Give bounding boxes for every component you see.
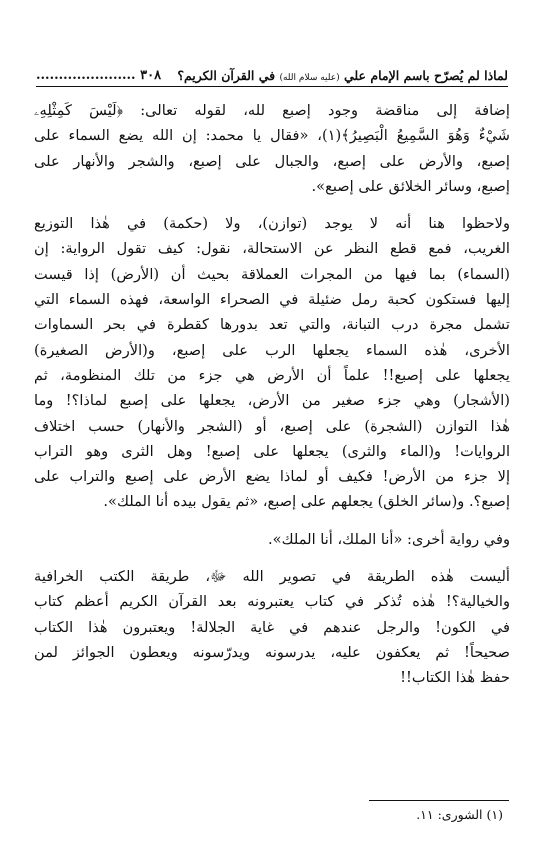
text-line: والخيالية؟! هٰذه تُذكر في كتاب يعتبرونه بعد القرآن الكريم أعظم كتاب bbox=[34, 593, 510, 611]
page-body bbox=[34, 98, 510, 691]
paragraph-3 bbox=[34, 527, 510, 552]
text-line: وفي رواية أخرى: «أنا الملك، أنا الملك». bbox=[268, 530, 510, 548]
text-line: إصبع، والأرض على إصبع، والجبال على إصبع، والشجر والأنهار على bbox=[34, 152, 510, 170]
text-line: إلا جزء من الأرض! فكيف أو لماذا يضع الأرض على إصبع والتراب على bbox=[34, 468, 510, 486]
footnote bbox=[416, 805, 503, 825]
header-honorific: (عليه سلام الله) bbox=[279, 72, 340, 83]
paragraph-4 bbox=[34, 564, 510, 690]
text-line: إصبع؟. و(سائر الخلق) يجعلهم على إصبع، «ثم يقول بيده أنا الملك». bbox=[103, 493, 510, 511]
text-line: شَيْءٌ وَهُوَ السَّمِيعُ الْبَصِيرُ﴾(١)، «فقال يا محمد: إن الله يضع السماء على bbox=[34, 127, 510, 145]
footnote-marker: (١) bbox=[486, 807, 503, 822]
text-line: في الكون! والرجل عندهم في غاية الجلالة! ويعتبرون هٰذا الكتاب bbox=[34, 618, 510, 636]
text-line: أليست هٰذه الطريقة في تصوير الله ﷻ، طريقة الكتب الخرافية bbox=[34, 568, 510, 586]
text-line: إصبع، وسائر الخلائق على إصبع». bbox=[311, 177, 510, 195]
header-title bbox=[177, 68, 508, 83]
header-dots: ...................... bbox=[36, 67, 136, 83]
text-line: (السماء) بما فيها من المجرات العملاقة بحيث أن (الأرض) إذا قيست bbox=[34, 265, 510, 283]
footnote-text: الشورى: ١١. bbox=[416, 807, 483, 822]
page-number: ٣٠٨ bbox=[140, 67, 162, 83]
text-line: الروايات! و(الماء والثرى) يجعلها على إصبع! وهل الثرى وهو التراب bbox=[34, 442, 510, 460]
text-line: إليها فستكون كحبة رمل ضئيلة في الصحراء الواسعة، فهذه السماء التي bbox=[34, 291, 510, 309]
text-line: حفظ هٰذا الكتاب!! bbox=[400, 669, 510, 687]
page-number-group bbox=[36, 68, 161, 83]
text-line: هٰذا التوازن (الشجرة) على إصبع، أو (الشجر والأنهار) حسب اختلاف bbox=[34, 417, 510, 435]
header-title-end: في القرآن الكريم؟ bbox=[177, 67, 276, 83]
header-title-main: لماذا لم يُصرّح باسم الإمام علي bbox=[344, 67, 508, 83]
text-line: تشمل مجرة درب التبانة، والتي تعد بدورها كقطرة في بحر السماوات bbox=[34, 316, 510, 334]
text-line: صحيحاً! ثم يعكفون عليه، يدرسونه ويدرّسونه ويعطون الجوائز لمن bbox=[34, 643, 510, 661]
text-line: يجعلها على إصبع!! علماً أن الأرض هي جزء من تلك المنظومة، ثم bbox=[34, 366, 510, 384]
footnote-separator bbox=[369, 800, 509, 801]
running-header bbox=[36, 64, 508, 87]
paragraph-2 bbox=[34, 211, 510, 515]
text-line: الغريب، فمع قطع النظر عن الاستحالة، نقول: كيف تقول الرواية: إن bbox=[34, 240, 510, 258]
text-line: الأخرى، هٰذه السماء يجعلها الرب على إصبع، و(الأرض الصغيرة) bbox=[34, 341, 510, 359]
text-line: إضافة إلى مناقضة وجود إصبع لله، لقوله تعالى: ﴿لَيْسَ كَمِثْلِهِۦ bbox=[34, 102, 510, 119]
text-line: (الأشجار) وهي جزء صغير من الأرض، يجعلها على إصبع لماذا؟! وما bbox=[34, 392, 510, 410]
paragraph-1 bbox=[34, 98, 510, 199]
text-line: ولاحظوا هنا أنه لا يوجد (توازن)، ولا (حكمة) في هٰذا التوزيع bbox=[34, 215, 510, 233]
